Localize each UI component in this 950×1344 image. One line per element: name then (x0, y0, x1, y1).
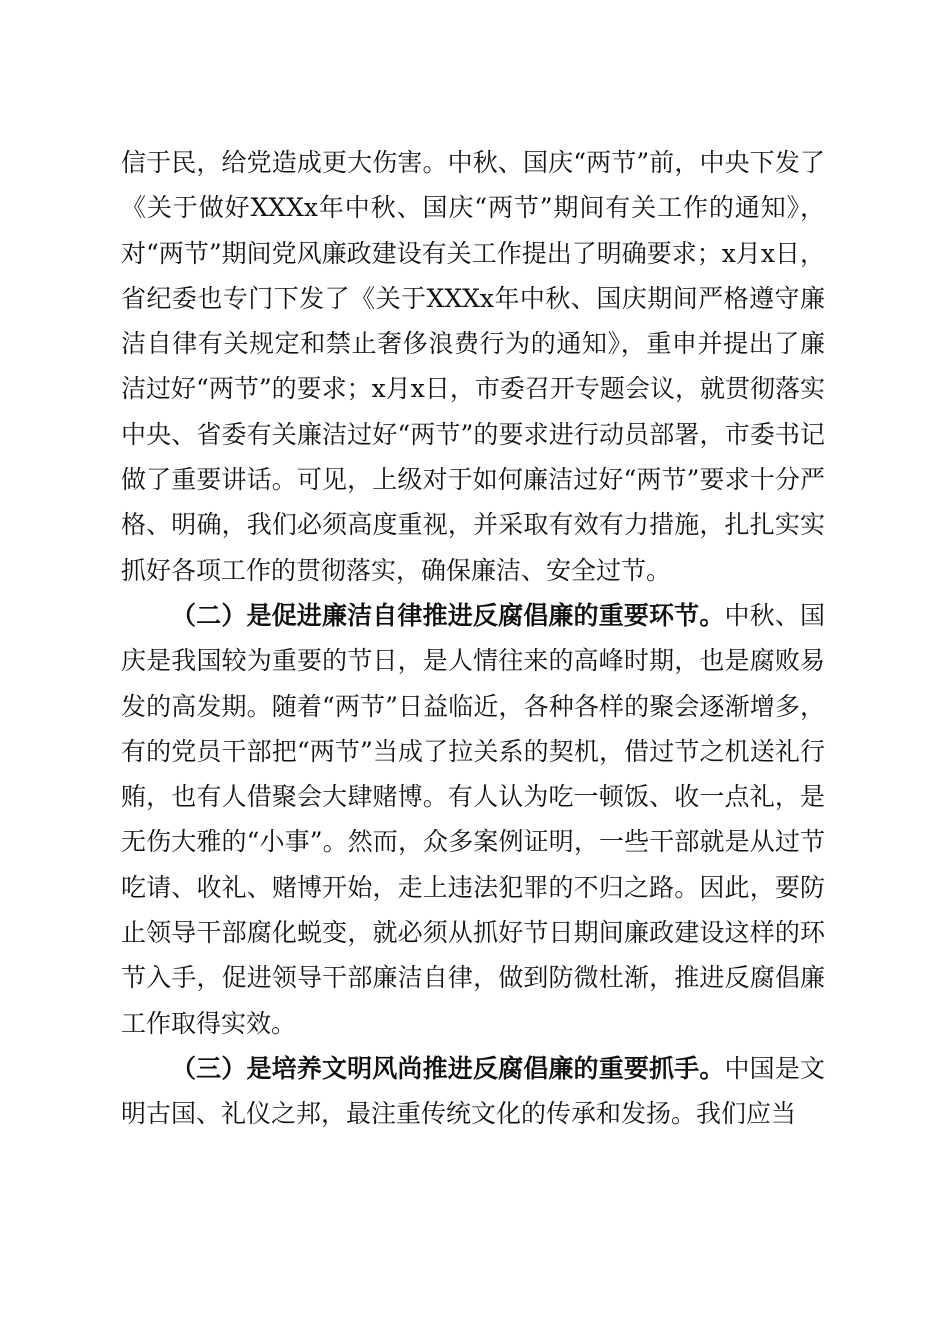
paragraph-section-2 (121, 593, 825, 1046)
paragraph-text: 信于民，给党造成更大伤害。中秋、国庆“两节”前，中央下发了《关于做好XXXx年中秋、国庆“两节”期间有关工作的通知》，对“两节”期间党风廉政建设有关工作提出了明确要求；x月x日，省纪委也专门下发了《关于XXXx年中秋、国庆期间严格遵守廉洁自律有关规定和禁止奢侈浪费行为的通知》，重申并提出了廉洁过好“两节”的要求；x月x日，市委召开专题会议，就贯彻落实中央、省委有关廉洁过好“两节”的要求进行动员部署，市委书记做了重要讲话。可见，上级对于如何廉洁过好“两节”要求十分严格、明确，我们必须高度重视，并采取有效有力措施，扎扎实实抓好各项工作的贯彻落实，确保廉洁、安全过节。 (121, 148, 825, 585)
paragraph-section-3 (121, 1046, 825, 1137)
paragraph-continuation (121, 140, 825, 593)
paragraph-text: 中国是文明古国、礼仪之邦，最注重传统文化的传承和发扬。我们应当 (121, 1053, 825, 1129)
section-heading: （二）是促进廉洁自律推进反腐倡廉的重要环节。 (171, 600, 725, 630)
section-heading: （三）是培养文明风尚推进反腐倡廉的重要抓手。 (171, 1053, 725, 1083)
document-body (121, 140, 825, 1137)
paragraph-text: 中秋、国庆是我国较为重要的节日，是人情往来的高峰时期，也是腐败易发的高发期。随着“两节”日益临近，各种各样的聚会逐渐增多，有的党员干部把“两节”当成了拉关系的契机，借过节之机送礼行贿，也有人借聚会大肆赌博。有人认为吃一顿饭、收一点礼，是无伤大雅的“小事”。然而，众多案例证明，一些干部就是从过节吃请、收礼、赌博开始，走上违法犯罪的不归之路。因此，要防止领导干部腐化蜕变，就必须从抓好节日期间廉政建设这样的环节入手，促进领导干部廉洁自律，做到防微杜渐，推进反腐倡廉工作取得实效。 (121, 600, 825, 1038)
